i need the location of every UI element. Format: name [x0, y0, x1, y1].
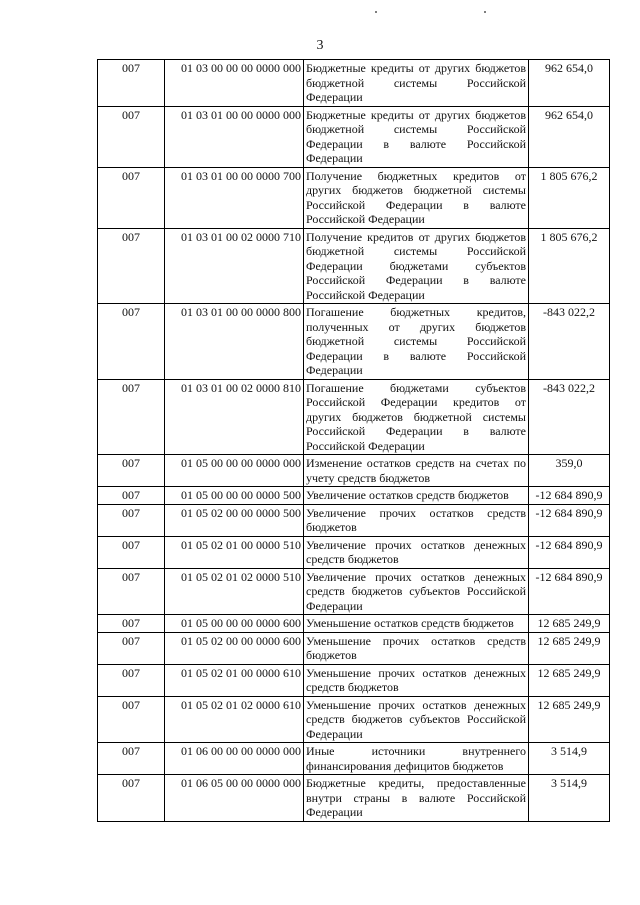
classification-code-cell: 01 03 01 00 00 0000 700 [165, 167, 304, 228]
amount-cell: -12 684 890,9 [529, 487, 610, 505]
classification-code-cell: 01 05 02 00 00 0000 600 [165, 632, 304, 664]
classification-code-cell: 01 05 00 00 00 0000 500 [165, 487, 304, 505]
table-row [98, 664, 610, 696]
admin-code-cell: 007 [98, 504, 165, 536]
table-row [98, 228, 610, 304]
source-name-cell: Увеличение прочих остатков денежных средств бюджетов субъектов Российской Федерации [304, 568, 529, 615]
source-name-cell: Увеличение прочих остатков средств бюджетов [304, 504, 529, 536]
admin-code-cell: 007 [98, 228, 165, 304]
table-row [98, 632, 610, 664]
table-row [98, 60, 610, 107]
scan-speck [484, 11, 486, 13]
amount-cell: -843 022,2 [529, 379, 610, 455]
table-row [98, 696, 610, 743]
admin-code-cell: 007 [98, 106, 165, 167]
source-name-cell: Увеличение остатков средств бюджетов [304, 487, 529, 505]
classification-code-cell: 01 03 01 00 02 0000 810 [165, 379, 304, 455]
admin-code-cell: 007 [98, 632, 165, 664]
amount-cell: -843 022,2 [529, 304, 610, 380]
amount-cell: 3 514,9 [529, 775, 610, 822]
classification-code-cell: 01 05 00 00 00 0000 600 [165, 615, 304, 633]
admin-code-cell: 007 [98, 304, 165, 380]
table-row [98, 504, 610, 536]
source-name-cell: Бюджетные кредиты от других бюджетов бюджетной системы Российской Федерации в валюте Российской Федерации [304, 106, 529, 167]
table-row [98, 487, 610, 505]
classification-code-cell: 01 03 01 00 02 0000 710 [165, 228, 304, 304]
page-number: 3 [316, 38, 324, 53]
admin-code-cell: 007 [98, 568, 165, 615]
classification-code-cell: 01 06 00 00 00 0000 000 [165, 743, 304, 775]
table-row [98, 455, 610, 487]
source-name-cell: Уменьшение прочих остатков денежных средств бюджетов субъектов Российской Федерации [304, 696, 529, 743]
admin-code-cell: 007 [98, 487, 165, 505]
table-row [98, 568, 610, 615]
classification-code-cell: 01 05 02 00 00 0000 500 [165, 504, 304, 536]
classification-code-cell: 01 05 02 01 02 0000 510 [165, 568, 304, 615]
amount-cell: 12 685 249,9 [529, 615, 610, 633]
table-row [98, 379, 610, 455]
source-name-cell: Иные источники внутреннего финансирования дефицитов бюджетов [304, 743, 529, 775]
classification-code-cell: 01 03 00 00 00 0000 000 [165, 60, 304, 107]
classification-code-cell: 01 06 05 00 00 0000 000 [165, 775, 304, 822]
amount-cell: 1 805 676,2 [529, 228, 610, 304]
source-name-cell: Бюджетные кредиты от других бюджетов бюджетной системы Российской Федерации [304, 60, 529, 107]
admin-code-cell: 007 [98, 167, 165, 228]
source-name-cell: Уменьшение прочих остатков средств бюджетов [304, 632, 529, 664]
amount-cell: -12 684 890,9 [529, 504, 610, 536]
source-name-cell: Получение бюджетных кредитов от других бюджетов бюджетной системы Российской Федерации в валюте Российской Федерации [304, 167, 529, 228]
admin-code-cell: 007 [98, 60, 165, 107]
classification-code-cell: 01 03 01 00 00 0000 800 [165, 304, 304, 380]
admin-code-cell: 007 [98, 743, 165, 775]
amount-cell: 359,0 [529, 455, 610, 487]
amount-cell: 12 685 249,9 [529, 632, 610, 664]
amount-cell: -12 684 890,9 [529, 536, 610, 568]
classification-code-cell: 01 05 00 00 00 0000 000 [165, 455, 304, 487]
admin-code-cell: 007 [98, 379, 165, 455]
amount-cell: 3 514,9 [529, 743, 610, 775]
amount-cell: 962 654,0 [529, 60, 610, 107]
source-name-cell: Получение кредитов от других бюджетов бюджетной системы Российской Федерации бюджетами субъектов Российской Федерации в валюте Российской Федерации [304, 228, 529, 304]
classification-code-cell: 01 03 01 00 00 0000 000 [165, 106, 304, 167]
classification-code-cell: 01 05 02 01 00 0000 510 [165, 536, 304, 568]
amount-cell: 962 654,0 [529, 106, 610, 167]
source-name-cell: Бюджетные кредиты, предоставленные внутри страны в валюте Российской Федерации [304, 775, 529, 822]
source-name-cell: Уменьшение прочих остатков денежных средств бюджетов [304, 664, 529, 696]
table-row [98, 775, 610, 822]
table-row [98, 743, 610, 775]
admin-code-cell: 007 [98, 775, 165, 822]
admin-code-cell: 007 [98, 615, 165, 633]
financing-sources-table [97, 59, 610, 822]
admin-code-cell: 007 [98, 536, 165, 568]
source-name-cell: Погашение бюджетных кредитов, полученных от других бюджетов бюджетной системы Российской Федерации в валюте Российской Федерации [304, 304, 529, 380]
admin-code-cell: 007 [98, 455, 165, 487]
classification-code-cell: 01 05 02 01 00 0000 610 [165, 664, 304, 696]
amount-cell: 12 685 249,9 [529, 696, 610, 743]
table-body [98, 60, 610, 822]
amount-cell: -12 684 890,9 [529, 568, 610, 615]
table-row [98, 167, 610, 228]
classification-code-cell: 01 05 02 01 02 0000 610 [165, 696, 304, 743]
table-row [98, 536, 610, 568]
amount-cell: 12 685 249,9 [529, 664, 610, 696]
source-name-cell: Уменьшение остатков средств бюджетов [304, 615, 529, 633]
table-row [98, 304, 610, 380]
source-name-cell: Увеличение прочих остатков денежных средств бюджетов [304, 536, 529, 568]
scan-speck [375, 11, 377, 13]
amount-cell: 1 805 676,2 [529, 167, 610, 228]
source-name-cell: Погашение бюджетами субъектов Российской Федерации кредитов от других бюджетов бюджетной системы Российской Федерации в валюте Российской Федерации [304, 379, 529, 455]
table-row [98, 106, 610, 167]
table-row [98, 615, 610, 633]
source-name-cell: Изменение остатков средств на счетах по учету средств бюджетов [304, 455, 529, 487]
admin-code-cell: 007 [98, 696, 165, 743]
admin-code-cell: 007 [98, 664, 165, 696]
